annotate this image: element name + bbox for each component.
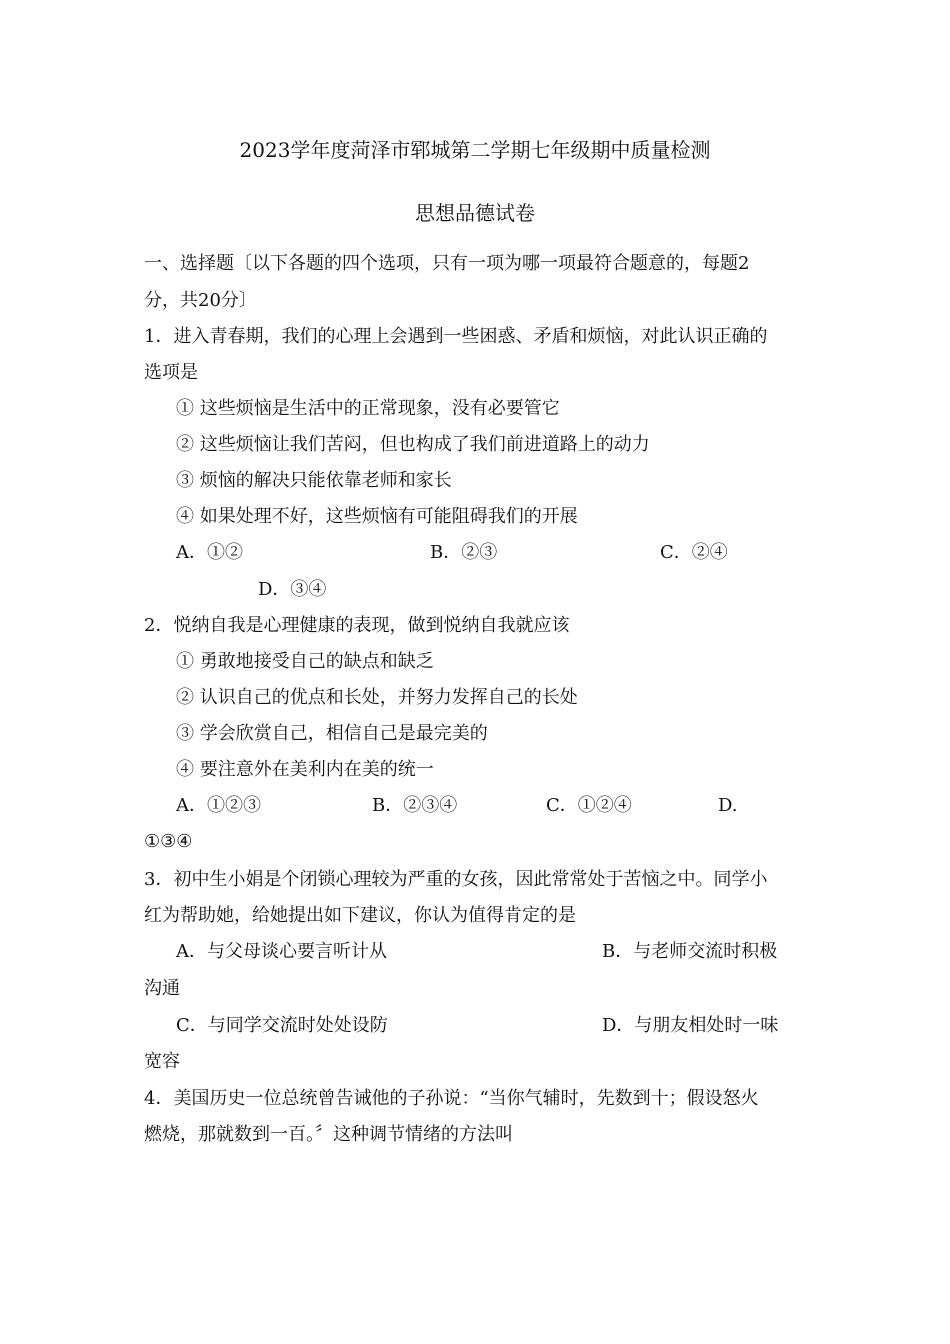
question-3-stem-line-2: 红为帮助她，给她提出如下建议，你认为值得肯定的是	[144, 905, 576, 926]
question-1-option-a: A．①②	[176, 542, 243, 563]
question-1-option-c: C．②④	[660, 542, 728, 563]
question-1-statement-1: ① 这些烦恼是生活中的正常现象，没有必要管它	[176, 398, 560, 419]
question-3-option-b: B．与老师交流时积极	[602, 941, 778, 962]
question-1-stem-line-2: 选项是	[144, 362, 198, 383]
question-2-statement-4: ④ 要注意外在美利内在美的统一	[176, 759, 434, 780]
question-4-stem-line-1: 4．美国历史一位总统曾告诫他的子孙说：“当你气辅时，先数到十；假设怒火	[144, 1088, 759, 1109]
question-3-option-b-continued: 沟通	[144, 978, 180, 999]
question-3-option-d-continued: 宽容	[144, 1051, 180, 1072]
question-2-option-b: B．②③④	[372, 795, 458, 816]
question-3-option-a: A．与父母谈心要言听计从	[176, 941, 387, 962]
question-2-statement-2: ② 认识自己的优点和长处，并努力发挥自己的长处	[176, 687, 578, 708]
question-3-stem-line-1: 3．初中生小娟是个闭锁心理较为严重的女孩，因此常常处于苦恼之中。同学小	[144, 869, 768, 890]
section-heading-line-1: 一、选择题〔以下各题的四个选项，只有一项为哪一项最符合题意的，每题2	[144, 253, 750, 274]
question-2-option-d-continued: ①③④	[144, 831, 193, 852]
question-2-option-c: C．①②④	[546, 795, 632, 816]
question-3-option-c: C．与同学交流时处处设防	[176, 1015, 388, 1036]
question-1-option-d: D．③④	[258, 579, 327, 600]
question-1-stem-line-1: 1．进入青春期，我们的心理上会遇到一些困惑、矛盾和烦恼，对此认识正确的	[144, 326, 768, 347]
question-1-statement-2: ② 这些烦恼让我们苦闷，但也构成了我们前进道路上的动力	[176, 434, 650, 455]
section-heading-line-2: 分，共20分〕	[144, 290, 257, 311]
document-title: 2023学年度菏泽市郓城第二学期七年级期中质量检测	[239, 138, 711, 162]
question-1-option-b: B．②③	[430, 542, 498, 563]
question-4-stem-line-2: 燃烧，那就数到一百。〞这种调节情绪的方法叫	[144, 1124, 513, 1145]
question-2-stem: 2．悦纳自我是心理健康的表现，做到悦纳自我就应该	[144, 615, 570, 636]
question-2-option-d: D.	[718, 795, 738, 816]
question-1-statement-3: ③ 烦恼的解决只能依靠老师和家长	[176, 470, 452, 491]
question-3-option-d: D．与朋友相处时一味	[602, 1015, 779, 1036]
question-2-statement-1: ① 勇敢地接受自己的缺点和缺乏	[176, 651, 434, 672]
document-subtitle: 思想品德试卷	[415, 201, 535, 225]
question-2-option-a: A．①②③	[176, 795, 261, 816]
question-1-statement-4: ④ 如果处理不好，这些烦恼有可能阻碍我们的开展	[176, 506, 578, 527]
question-2-statement-3: ③ 学会欣赏自己，相信自己是最完美的	[176, 723, 488, 744]
